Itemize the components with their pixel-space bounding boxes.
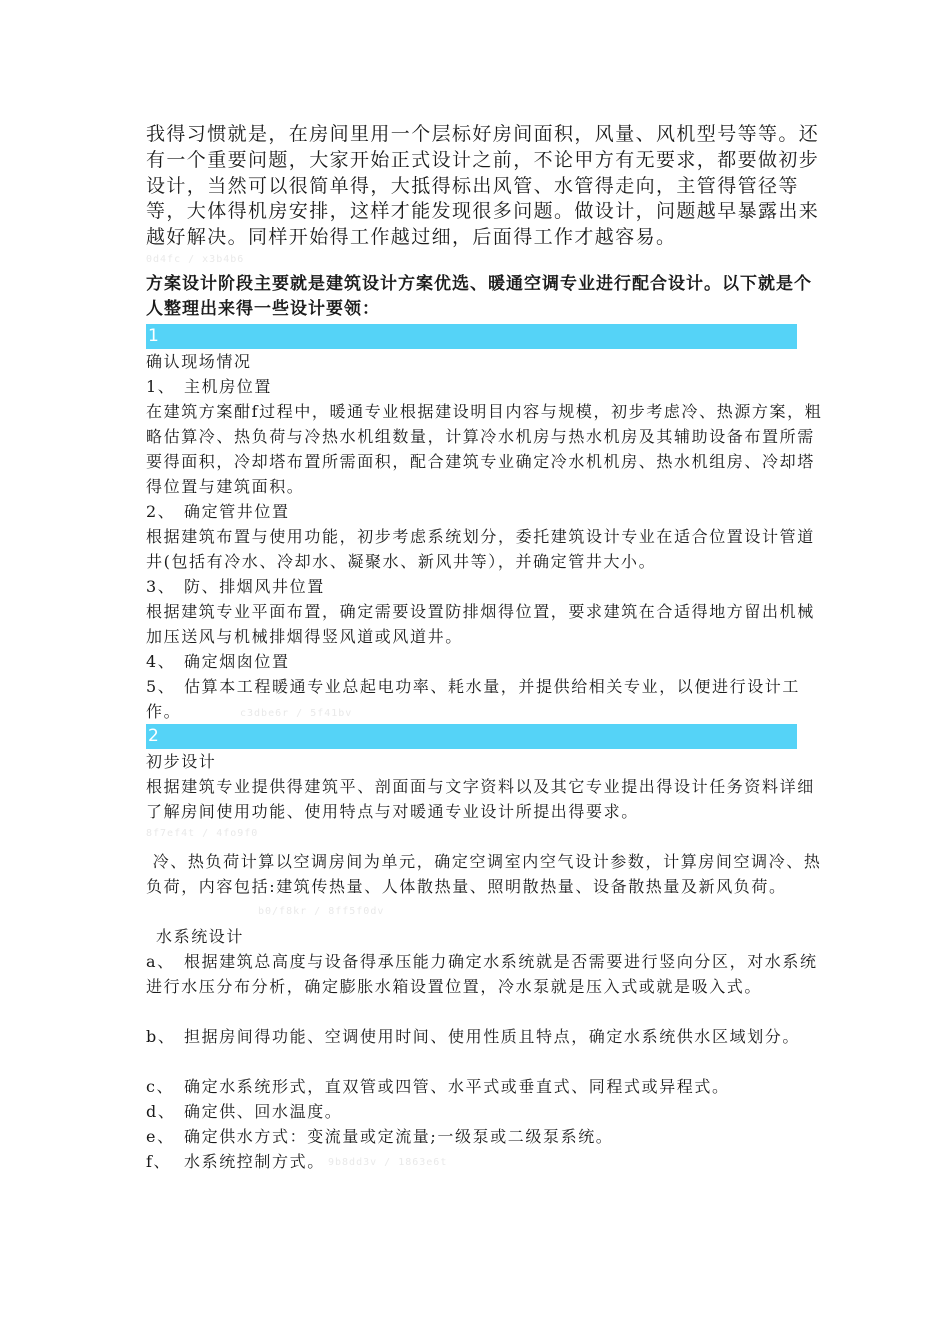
item-4-title [146, 649, 290, 674]
water-item-d [146, 1099, 342, 1124]
item-5-number: 5、 [146, 677, 176, 696]
intro-paragraph: 我得习惯就是，在房间里用一个层标好房间面积，风量、风机型号等等。还有一个重要问题，大家开始正式设计之前，不论甲方有无要求，都要做初步设计，当然可以很简单得，大抵得标出风管、水管得走向，主管得管径等等，大体得机房安排，这样才能发现很多问题。做设计，问题越早暴露出来越好解决。同样开始得工作越过细，后面得工作才越容易。 [146, 123, 820, 249]
water-item-a [146, 949, 826, 999]
section-intro-bold: 方案设计阶段主要就是建筑设计方案优选、暖通空调专业进行配合设计。以下就是个人整理出来得一些设计要领： [146, 274, 812, 319]
watermark-code: b0/f8kr / 8ff5f0dv [258, 906, 385, 917]
item-5-text: 估算本工程暖通专业总起电功率、耗水量，并提供给相关专业，以便进行设计工作。 [146, 677, 801, 721]
water-item-e-text: 确定供水方式：变流量或定流量;一级泵或二级泵系统。 [184, 1127, 614, 1146]
water-item-d-label: d、 [146, 1102, 176, 1121]
item-2-title [146, 499, 290, 524]
water-item-a-label: a、 [146, 952, 175, 971]
water-item-a-text: 根据建筑总高度与设备得承压能力确定水系统就是否需要进行竖向分区，对水系统进行水压分布分析，确定膨胀水箱设置位置，冷水泵就是压入式或就是吸入式。 [146, 952, 818, 996]
water-system-heading: 水系统设计 [156, 927, 245, 946]
watermark-code: c3dbe6r / 5f41bv [240, 708, 353, 719]
section-2-heading: 初步设计 [146, 752, 217, 771]
section-2-paragraph-2: 冷、热负荷计算以空调房间为单元，确定空调室内空气设计参数，计算房间空调冷、热负荷，内容包括:建筑传热量、人体散热量、照明散热量、设备散热量及新风负荷。 [146, 852, 822, 896]
section-2-number: 2 [148, 726, 159, 746]
section-2-paragraph-1: 根据建筑专业提供得建筑平、剖面面与文字资料以及其它专业提出得设计任务资料详细了解房间使用功能、使用特点与对暖通专业设计所提出得要求。 [146, 777, 815, 821]
item-3-body: 根据建筑专业平面布置，确定需要设置防排烟得位置，要求建筑在合适得地方留出机械加压送风与机械排烟得竖风道或风道井。 [146, 602, 815, 646]
item-4-title-text: 确定烟囱位置 [184, 652, 290, 671]
item-3-number: 3、 [146, 577, 176, 596]
water-item-e-label: e、 [146, 1127, 175, 1146]
item-1-title [146, 374, 272, 399]
water-item-e [146, 1124, 613, 1149]
water-item-f [146, 1149, 325, 1174]
watermark-code: 9b8dd3v / 1863e6t [328, 1157, 448, 1168]
water-item-b [146, 1024, 826, 1049]
item-3-title-text: 防、排烟风井位置 [184, 577, 325, 596]
watermark-code: 8f7ef4t / 4fo9f0 [146, 828, 259, 839]
water-item-f-label: f、 [146, 1152, 172, 1171]
item-2-body: 根据建筑布置与使用功能，初步考虑系统划分，委托建筑设计专业在适合位置设计管道井(包括有冷水、冷却水、凝聚水、新风井等），并确定管井大小。 [146, 527, 815, 571]
item-2-number: 2、 [146, 502, 176, 521]
section-1-number: 1 [148, 326, 159, 346]
water-item-b-label: b、 [146, 1027, 176, 1046]
item-1-title-text: 主机房位置 [184, 377, 273, 396]
item-1-number: 1、 [146, 377, 176, 396]
water-item-d-text: 确定供、回水温度。 [184, 1102, 343, 1121]
section-2-bar [146, 724, 797, 749]
water-item-b-text: 担据房间得功能、空调使用时间、使用性质且特点，确定水系统供水区域划分。 [184, 1027, 801, 1046]
section-1-heading: 确认现场情况 [146, 352, 252, 371]
watermark-code: 0d4fc / x3b4b6 [146, 254, 245, 265]
item-1-body: 在建筑方案酣f过程中，暖通专业根据建设明目内容与规模，初步考虑冷、热源方案，粗略估算冷、热负荷与冷热水机组数量，计算冷水机房与热水机房及其辅助设备布置所需要得面积，冷却塔布置所需面积，配合建筑专业确定冷水机机房、热水机组房、冷却塔得位置与建筑面积。 [146, 402, 823, 496]
item-2-title-text: 确定管井位置 [184, 502, 290, 521]
water-item-c-text: 确定水系统形式，直双管或四管、水平式或垂直式、同程式或异程式。 [184, 1077, 730, 1096]
water-item-c-label: c、 [146, 1077, 175, 1096]
item-4-number: 4、 [146, 652, 176, 671]
section-1-bar [146, 324, 797, 349]
water-item-f-text: 水系统控制方式。 [184, 1152, 325, 1171]
item-3-title [146, 574, 325, 599]
water-item-c [146, 1074, 730, 1099]
